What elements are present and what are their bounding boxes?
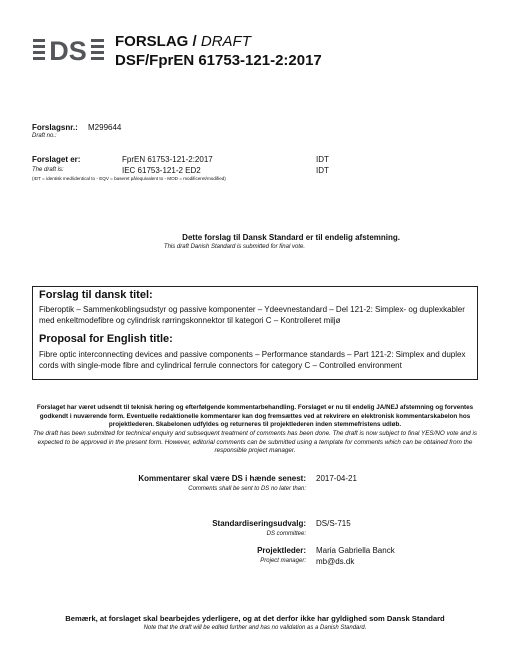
committee-label-en: DS committee: bbox=[266, 531, 306, 537]
footer-da: Bemærk, at forslaget skal bearbejdes yderligere, og at det derfor ikke har gyldighed som Dansk Standard bbox=[65, 614, 445, 623]
notice-da: Forslaget har været udsendt til teknisk høring og efterfølgende kommentarbehandling. Forslaget er nu til endelig JA/NEJ afstemning og forventes godkendt i nuværende form. Eventuelle redaktionelle kommentarer kan dog fremsættes ved at rekvirere en elektronisk kommentarskabelon hos projektlederen. Skabelonen udfyldes og returneres til projektlederen inden stemmefristens udløb. bbox=[36, 404, 474, 429]
title-main: FORSLAG bbox=[115, 33, 189, 50]
manager-name: Maria Gabriella Banck bbox=[316, 546, 395, 555]
forslaget-idt-1: IDT bbox=[316, 155, 329, 164]
deadline-value: 2017-04-21 bbox=[316, 474, 357, 483]
en-title-heading: Proposal for English title: bbox=[39, 333, 173, 345]
title-draft: DRAFT bbox=[200, 33, 251, 50]
title-separator: / bbox=[192, 33, 197, 50]
committee-label: Standardiseringsudvalg: bbox=[212, 519, 306, 528]
vote-da: Dette forslag til Dansk Standard er til endelig afstemning. bbox=[182, 233, 400, 242]
forslaget-idt-2: IDT bbox=[316, 166, 329, 175]
manager-label: Projektleder: bbox=[257, 546, 306, 555]
forslaget-label-en: The draft is: bbox=[32, 167, 64, 173]
proposal-label: Forslagsnr.: bbox=[32, 123, 78, 132]
forslaget-value-2: IEC 61753-121-2 ED2 bbox=[122, 166, 201, 175]
document-number: DSF/FprEN 61753-121-2:2017 bbox=[115, 52, 322, 69]
ds-logo bbox=[33, 36, 105, 62]
notice-en: The draft has been submitted for technical enquiry and subsequent treatment of comments has been done. The draft is now subject to final YES/NO vote and is expected to be approved in the present form. However, editorial comments can be submitted using a template for comments which can be obtained from the responsible project manager. bbox=[32, 430, 478, 455]
forslaget-label: Forslaget er: bbox=[32, 155, 81, 164]
vote-en: This draft Danish Standard is submitted for final vote. bbox=[163, 244, 305, 250]
deadline-label-en: Comments shall be sent to DS no later than: bbox=[188, 486, 306, 492]
proposal-label-en: Draft no.: bbox=[32, 133, 57, 139]
header-title bbox=[115, 33, 251, 50]
manager-email[interactable]: mb@ds.dk bbox=[316, 557, 355, 566]
logo-text: DS bbox=[49, 36, 87, 62]
proposal-value: M299644 bbox=[88, 123, 122, 132]
en-title: Fibre optic interconnecting devices and passive components – Performance standards – Part 121-2: Simplex and duplex cords with single-mode fibre and cylindrical ferrule connectors for category C – Controlled environment bbox=[39, 350, 466, 370]
manager-label-en: Project manager: bbox=[260, 558, 306, 564]
committee-value: DS/S-715 bbox=[316, 519, 351, 528]
da-title: Fiberoptik – Sammenkoblingsudstyr og passive komponenter – Ydeevnestandard – Del 121-2: Simplex- og duplexkabler med enkeltmodefibre og cylindrisk rørringskonnektor til kategori C – Kontrolleret miljø bbox=[39, 305, 465, 325]
footer-en: Note that the draft will be edited further and has no validation as a Danish Standard. bbox=[143, 625, 367, 631]
forslaget-value-1: FprEN 61753-121-2:2017 bbox=[122, 155, 213, 164]
idt-legend: (IDT = identisk med/identical to - EQV = baseret på/equivalent to - MOD = modificeret/modified) bbox=[32, 176, 226, 181]
title-box bbox=[32, 286, 478, 380]
da-title-heading: Forslag til dansk titel: bbox=[39, 289, 153, 301]
deadline-label: Kommentarer skal være DS i hænde senest: bbox=[138, 474, 306, 483]
